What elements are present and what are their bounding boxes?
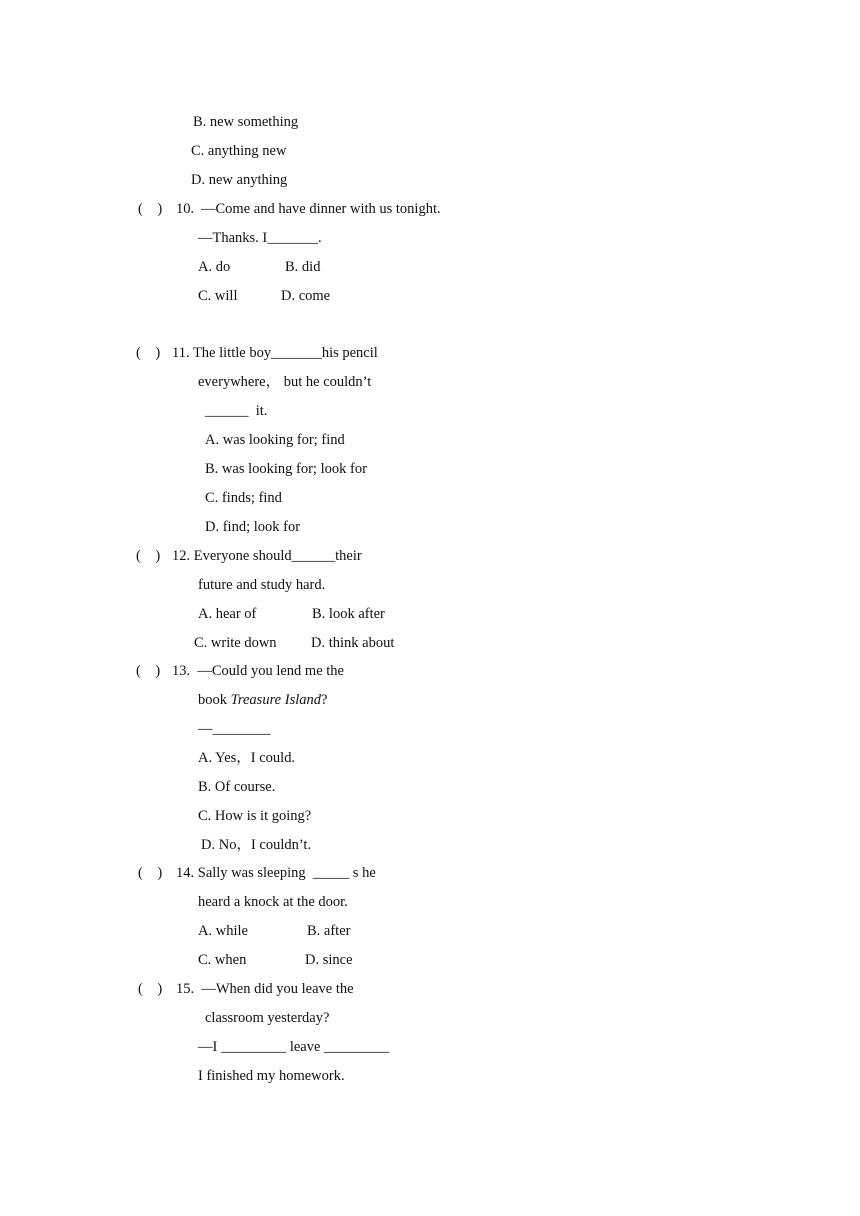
q15-stem-line-1: 15. —When did you leave the [176, 981, 354, 997]
q13-stem-line-1: 13. —Could you lend me the [172, 663, 344, 679]
q10-answer-paren: ( ) [138, 201, 163, 217]
q13-answer-paren: ( ) [136, 663, 161, 679]
q13-book-title: Treasure Island [230, 692, 321, 708]
q13-stem-end: ? [321, 692, 328, 708]
q10-option-d: D. come [281, 288, 331, 304]
q12-stem-line-2: future and study hard. [198, 577, 326, 593]
q14-stem-line-1: 14. Sally was sleeping _____ s he [176, 865, 376, 881]
q11-option-d: D. find; look for [205, 519, 301, 535]
q11-answer-paren: ( ) [136, 345, 161, 361]
q10-reply [198, 229, 322, 247]
q9-option-b: B. new something [193, 114, 299, 130]
q13-stem-line-2 [198, 691, 327, 709]
q13-stem-text: book [198, 692, 231, 708]
q12-option-c: C. write down [194, 635, 277, 651]
q12-stem-line-1: 12. Everyone should______their [172, 548, 362, 564]
q11-option-a: A. was looking for; find [205, 432, 345, 448]
q10-number: 10. [176, 201, 195, 217]
q10-option-c: C. will [198, 288, 238, 304]
q13-option-b: B. Of course. [198, 779, 276, 795]
q10-option-b: B. did [285, 259, 321, 275]
q14-option-b: B. after [307, 923, 351, 939]
q13-option-c: C. How is it going? [198, 808, 312, 824]
q9-option-c: C. anything new [191, 143, 287, 159]
q12-answer-paren: ( ) [136, 548, 161, 564]
q15-stem-line-2: classroom yesterday? [205, 1010, 330, 1026]
q12-option-a: A. hear of [198, 606, 257, 622]
q10-stem: —Come and have dinner with us tonight. [201, 201, 441, 217]
q14-stem-line-2: heard a knock at the door. [198, 894, 348, 910]
q14-option-d: D. since [305, 952, 353, 968]
q14-option-c: C. when [198, 952, 247, 968]
q11-option-c: C. finds; find [205, 490, 282, 506]
q11-option-b: B. was looking for; look for [205, 461, 367, 477]
q11-stem-line-1: 11. The little boy_______his pencil [172, 345, 378, 361]
q13-option-a: A. Yes，I could. [198, 750, 296, 766]
q12-option-d: D. think about [311, 635, 395, 651]
q12-option-b: B. look after [312, 606, 385, 622]
q10-reply-end: . [318, 230, 322, 246]
q9-option-d: D. new anything [191, 172, 288, 188]
q15-reply-line-1: —I _________ leave _________ [198, 1039, 390, 1055]
q13-reply: —________ [198, 721, 271, 737]
q14-option-a: A. while [198, 923, 248, 939]
q15-answer-paren: ( ) [138, 981, 163, 997]
q15-reply-line-2: I finished my homework. [198, 1068, 345, 1084]
q10-option-a: A. do [198, 259, 231, 275]
q11-stem-line-2: everywhere， but he couldn’t [198, 374, 372, 390]
q14-answer-paren: ( ) [138, 865, 163, 881]
q10-reply-text: —Thanks. I [198, 230, 268, 246]
q13-option-d: D. No，I couldn’t. [201, 837, 312, 853]
q11-stem-line-3: ______ it. [205, 403, 268, 419]
q10-reply-blank: _______ [267, 230, 319, 246]
